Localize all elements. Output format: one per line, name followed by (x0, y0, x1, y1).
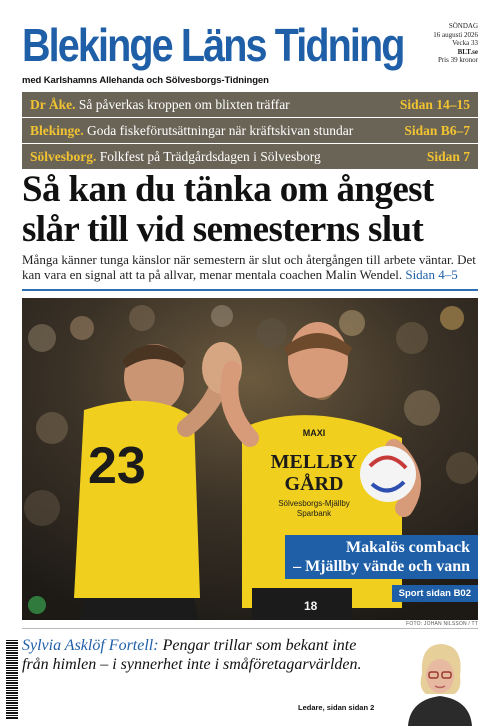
teaser-kicker: Blekinge. (30, 122, 84, 138)
back-number: 23 (88, 437, 146, 495)
bottom-divider (22, 628, 478, 629)
teaser-text-wrap (30, 97, 290, 113)
teaser-list (22, 92, 478, 170)
issue-week: Vecka 33 (452, 39, 478, 47)
teaser-item[interactable] (22, 118, 478, 143)
portrait-illustration (402, 634, 478, 726)
headline-line-2: slår till vid semesterns slut (22, 209, 424, 250)
teaser-item[interactable] (22, 144, 478, 169)
sponsor-line-4: Sparbank (296, 509, 332, 518)
sports-photo[interactable] (22, 298, 478, 620)
sponsor-line-2: GÅRD (284, 473, 344, 495)
section-divider (22, 289, 478, 291)
sponsor-line-1: MELLBY (270, 451, 358, 473)
opinion-text: Pengar trillar som bekant inte från himlen – i synnerhet inte i småföretagarvärlden. (22, 637, 362, 673)
masthead-title-wrap (22, 18, 422, 74)
chest-badge: MAXI (302, 428, 326, 438)
swan-eco-label-icon (28, 596, 46, 614)
newspaper-title[interactable]: Blekinge Läns Tidning (22, 19, 404, 71)
lede-paragraph (22, 252, 482, 282)
caption-line-1: Makalös comback (346, 539, 470, 556)
barcode-icon (6, 640, 18, 720)
issue-price: Pris 39 kronor (437, 56, 478, 64)
teaser-text: Folkfest på Trädgårdsdagen i Sölvesborg (99, 148, 321, 164)
lede-page-ref[interactable]: Sidan 4–5 (405, 267, 458, 282)
issue-day: SÖNDAG (448, 22, 478, 30)
main-headline[interactable] (22, 170, 482, 250)
photo-credit: FOTO: JOHAN NILSSON / TT (406, 621, 478, 627)
issue-site[interactable]: BLT.se (457, 47, 478, 56)
teaser-page: Sidan B6–7 (404, 122, 470, 138)
teaser-page: Sidan 7 (426, 148, 470, 164)
teaser-page: Sidan 14–15 (399, 96, 470, 112)
teaser-text-wrap (30, 123, 353, 139)
teaser-text-wrap (30, 149, 321, 165)
opinion-teaser (0, 628, 500, 728)
caption-line-2: – Mjällby vände och vann (293, 558, 470, 575)
shorts-number: 18 (304, 599, 318, 613)
headline-line-1: Så kan du tänka om ångest (22, 169, 434, 210)
football (360, 446, 416, 502)
teaser-kicker: Sölvesborg. (30, 148, 97, 164)
columnist-portrait (402, 634, 478, 726)
teaser-text: Goda fiskeförutsättningar när kräftskivan stundar (87, 122, 354, 138)
lede-text: Många känner tunga känslor när semestern är slut och återgången till arbete väntar. Det kan vara en signal att ta på allvar, menar mentala coachen Malin Wendel. (22, 252, 476, 282)
columnist-name: Sylvia Asklöf Fortell: (22, 637, 159, 654)
issue-meta (408, 22, 478, 65)
teaser-item[interactable] (22, 92, 478, 117)
opinion-page-ref[interactable]: Ledare, sidan sidan 2 (298, 703, 375, 712)
teaser-kicker: Dr Åke. (30, 96, 76, 112)
opinion-quote[interactable] (22, 636, 372, 674)
teaser-text: Så påverkas kroppen om blixten träffar (78, 96, 290, 112)
issue-date: 16 augusti 2026 (433, 30, 478, 39)
sponsor-line-3: Sölvesborgs-Mjällby (278, 499, 350, 508)
masthead-subtitle: med Karlshamns Allehanda och Sölvesborgs-Tidningen (22, 75, 269, 86)
photo-caption-box[interactable] (285, 535, 478, 579)
sport-page-ref[interactable]: Sport sidan B02 (392, 585, 478, 602)
